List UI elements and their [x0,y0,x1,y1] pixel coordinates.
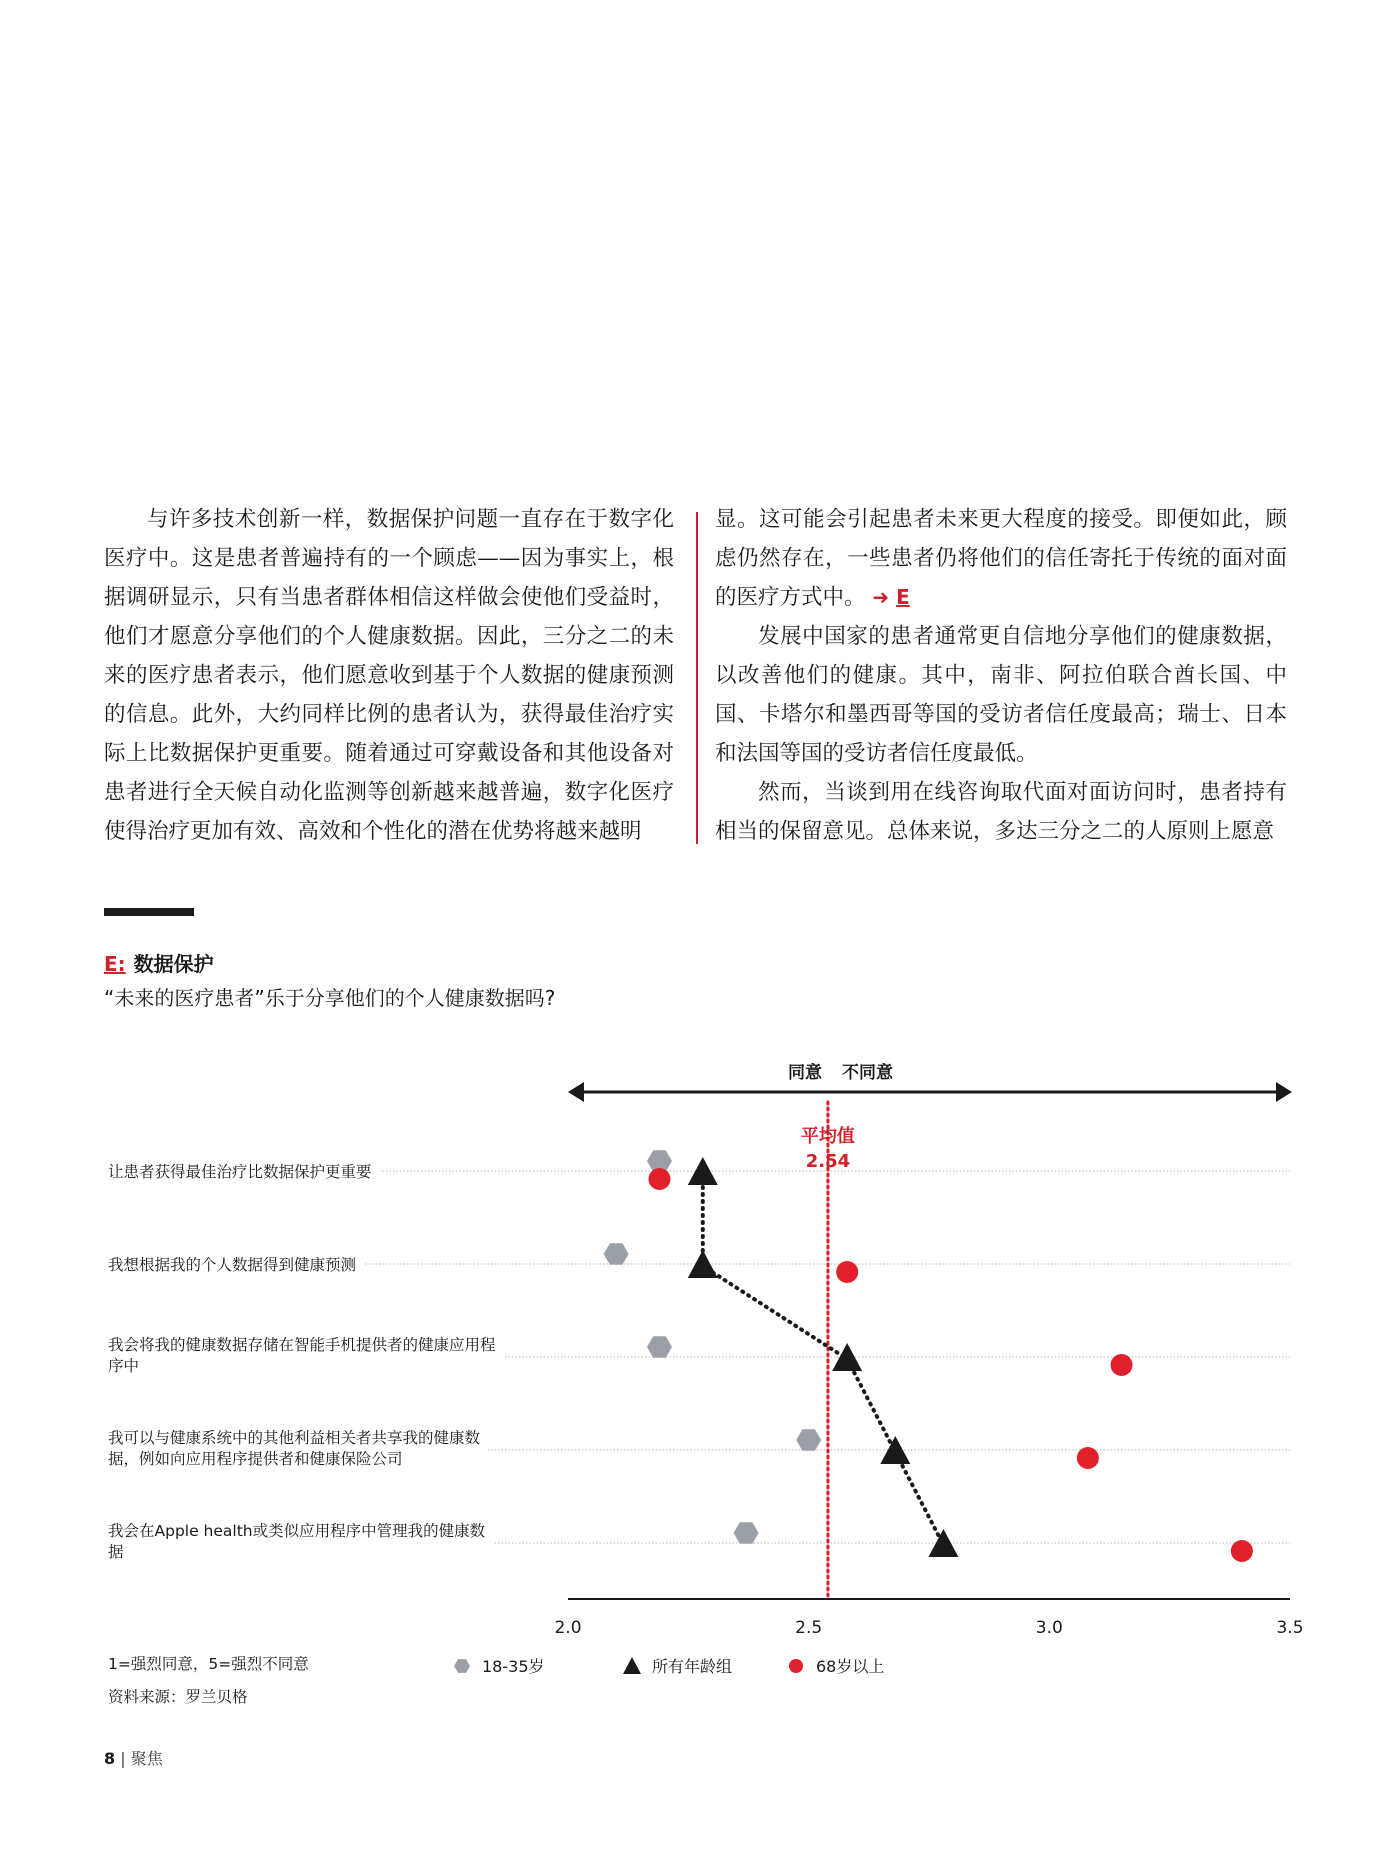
hexagon-marker-18-35 [604,1243,629,1265]
chart-subtitle: “未来的医疗患者”乐于分享他们的个人健康数据吗? [104,986,556,1010]
legend-label: 18-35岁 [482,1657,545,1676]
footer-separator: | [120,1749,126,1768]
body-paragraph: 然而，当谈到用在线咨询取代面对面访问时，患者持有相当的保留意见。总体来说，多达三分之二的人原则上愿意 [715,780,1287,844]
hexagon-marker-18-35 [796,1429,821,1451]
triangle-marker-all-ages [880,1436,910,1464]
row-label [108,1428,488,1470]
row-label [108,1521,493,1563]
circle-marker-68-plus [1231,1540,1253,1562]
page-footer [104,1746,163,1769]
row-label-line: 我想根据我的个人数据得到健康预测 [108,1256,357,1274]
row-label [108,1255,364,1276]
x-tick-label: 2.0 [554,1618,582,1638]
row-label-line: 让患者获得最佳治疗比数据保护更重要 [108,1163,372,1181]
hexagon-marker-18-35 [647,1336,672,1358]
body-paragraph: 与许多技术创新一样，数据保护问题一直存在于数字化医疗中。这是患者普遍持有的一个顾虑——因为事实上，根据调研显示，只有当患者群体相信这样做会使他们受益时，他们才愿意分享他们的个人健康数据。因此，三分之二的未来的医疗患者表示，他们愿意收到基于个人数据的健康预测的信息。此外，大约同样比例的患者认为，获得最佳治疗实际上比数据保护更重要。随着通过可穿戴设备和其他设备对患者进行全天候自动化监测等创新越来越普遍，数字化医疗使得治疗更加有效、高效和个性化的潜在优势将越来越明 [104,507,674,844]
direction-label-disagree: 不同意 [842,1063,893,1083]
direction-label-agree: 同意 [788,1063,822,1083]
row-label-line: 据，例如向应用程序提供者和健康保险公司 [108,1450,403,1468]
circle-marker-68-plus [648,1168,670,1190]
x-tick-label: 3.0 [1035,1618,1063,1638]
row-label-line: 据 [108,1543,124,1561]
chart-title-letter: E: [104,952,126,976]
chart-title-text: 数据保护 [133,952,214,976]
hexagon-marker-18-35 [734,1522,759,1544]
page-number: 8 [104,1749,116,1768]
row-label-line: 我会在Apple health或类似应用程序中管理我的健康数 [108,1522,486,1540]
triangle-marker-all-ages [688,1250,718,1278]
arrow-right-icon [1276,1082,1292,1102]
row-label [108,1335,504,1377]
legend-hexagon-icon [454,1659,470,1673]
arrow-left-icon [568,1082,584,1102]
legend-circle-icon [789,1659,803,1673]
footer-section: 聚焦 [130,1749,163,1768]
circle-marker-68-plus [1111,1354,1133,1376]
triangle-marker-all-ages [688,1157,718,1185]
row-label-line: 我会将我的健康数据存储在智能手机提供者的健康应用程 [108,1336,496,1354]
circle-marker-68-plus [836,1261,858,1283]
all-ages-connector-line [703,1173,944,1545]
mean-label: 平均值 [800,1126,855,1147]
body-paragraph-text: 显。这可能会引起患者未来更大程度的接受。即便如此，顾虑仍然存在，一些患者仍将他们的信任寄托于传统的面对面的医疗方式中。 [715,507,1287,610]
mean-value-label: 2.54 [805,1151,851,1172]
legend-label: 68岁以上 [816,1657,885,1676]
x-tick-label: 2.5 [795,1618,823,1638]
chart-reference-letter: E [896,585,910,609]
body-paragraph: 发展中国家的患者通常更自信地分享他们的健康数据，以改善他们的健康。其中，南非、阿拉伯联合酋长国、中国、卡塔尔和墨西哥等国的受访者信任度最高；瑞士、日本和法国等国的受访者信任度最低。 [715,624,1287,766]
circle-marker-68-plus [1077,1447,1099,1469]
x-tick-label: 3.5 [1276,1618,1304,1638]
row-label-line: 序中 [108,1357,140,1375]
legend-triangle-icon [623,1657,641,1674]
row-label [108,1162,380,1183]
scale-note: 1=强烈同意，5=强烈不同意 [108,1655,309,1673]
triangle-marker-all-ages [832,1343,862,1371]
source-note: 资料来源：罗兰贝格 [108,1688,248,1706]
arrow-right-icon: ➜ [872,585,890,609]
legend-label: 所有年龄组 [652,1657,733,1676]
row-label-line: 我可以与健康系统中的其他利益相关者共享我的健康数 [108,1429,481,1447]
